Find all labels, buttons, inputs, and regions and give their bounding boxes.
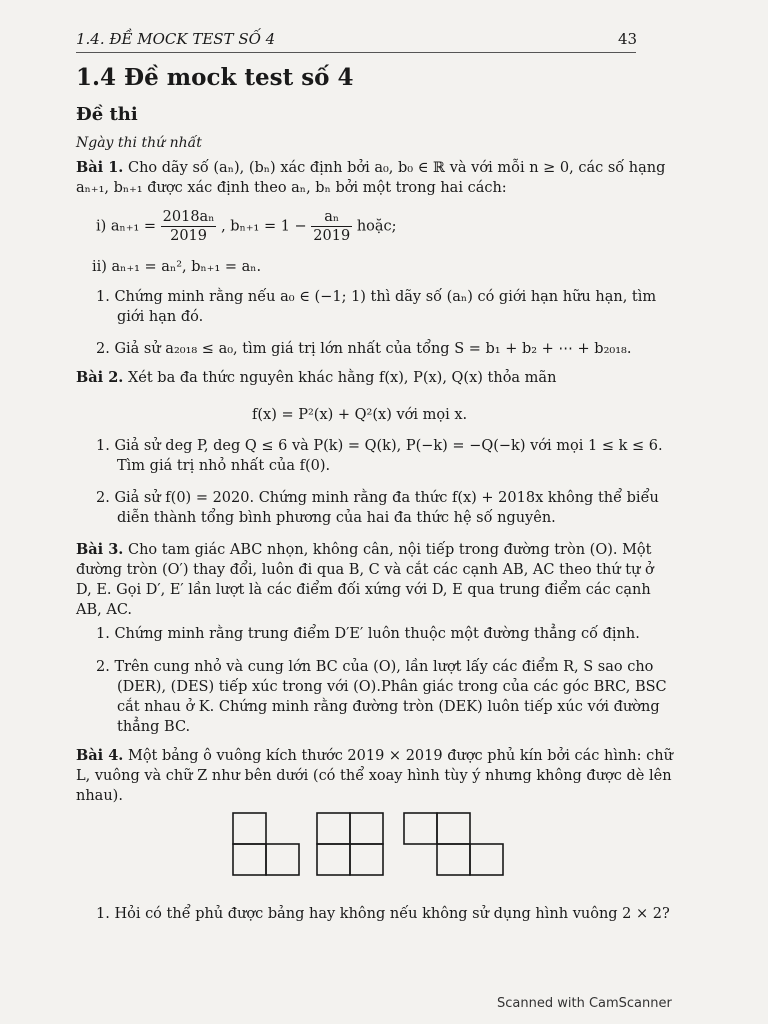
fraction-numerator: 2018aₙ xyxy=(162,209,215,225)
problem-3-question-2-line3: cắt nhau ở K. Chứng minh rằng đường tròn (DEK) luôn tiếp xúc với đường xyxy=(117,699,660,715)
problem-1-label: Bài 1. xyxy=(76,159,124,176)
problem-1-question-1-line2: giới hạn đó. xyxy=(117,309,204,325)
problem-3-line4: AB, AC. xyxy=(76,602,133,618)
problem-1-case-ii: ii) aₙ₊₁ = aₙ², bₙ₊₁ = aₙ. xyxy=(92,259,262,275)
problem-4-question-1: 1. Hỏi có thể phủ được bảng hay không nếu không sử dụng hình vuông 2 × 2? xyxy=(96,906,670,922)
problem-3-question-2-line1: 2. Trên cung nhỏ và cung lớn BC của (O), lần lượt lấy các điểm R, S sao cho xyxy=(96,659,654,675)
problem-3-question-2-line2: (DER), (DES) tiếp xúc trong với (O).Phân giác trong của các góc BRC, BSC xyxy=(117,679,667,695)
running-header: 1.4. ĐỀ MOCK TEST SỐ 4 xyxy=(76,30,276,48)
problem-3-question-2-line4: thẳng BC. xyxy=(117,719,191,735)
problem-1-case-i xyxy=(96,208,397,245)
problem-2-label: Bài 2. xyxy=(76,369,124,386)
fraction-denominator: 2019 xyxy=(170,228,208,244)
case-i-prefix: i) aₙ₊₁ = xyxy=(96,218,157,235)
problem-3-line3: D, E. Gọi D′, E′ lần lượt là các điểm đối xứng với D, E qua trung điểm các cạnh xyxy=(76,582,651,598)
tile-shapes-figure xyxy=(232,812,504,876)
problem-3-intro xyxy=(76,540,651,560)
problem-3-label: Bài 3. xyxy=(76,541,124,558)
l-tromino-shape xyxy=(233,813,299,875)
day-label: Ngày thi thứ nhất xyxy=(76,135,202,151)
problem-2-intro xyxy=(76,368,556,388)
problem-2-equation: f(x) = P²(x) + Q²(x) với mọi x. xyxy=(252,407,468,423)
problem-1-line1: Cho dãy số (aₙ), (bₙ) xác định bởi a₀, b₀ ∈ ℝ và với mỗi n ≥ 0, các số hạng xyxy=(127,160,666,176)
problem-3-question-1: 1. Chứng minh rằng trung điểm D′E′ luôn thuộc một đường thẳng cố định. xyxy=(96,626,640,642)
problem-4-line1: Một bảng ô vuông kích thước 2019 × 2019 được phủ kín bởi các hình: chữ xyxy=(127,748,673,764)
section-title: 1.4 Đề mock test số 4 xyxy=(76,64,354,91)
problem-2-question-2-line2: diễn thành tổng bình phương của hai đa thức hệ số nguyên. xyxy=(117,510,556,526)
problem-4-line2: L, vuông và chữ Z như bên dưới (có thể xoay hình tùy ý nhưng không được dè lên xyxy=(76,768,672,784)
problem-2-question-1-line1: 1. Giả sử deg P, deg Q ≤ 6 và P(k) = Q(k), P(−k) = −Q(−k) với mọi 1 ≤ k ≤ 6. xyxy=(96,438,663,454)
fraction-numerator: aₙ xyxy=(311,208,352,227)
fraction-denominator: 2019 xyxy=(313,228,351,244)
scanner-watermark: Scanned with CamScanner xyxy=(497,996,672,1011)
case-i-fraction-2 xyxy=(311,208,352,245)
problem-3-line2: đường tròn (O′) thay đổi, luôn đi qua B, C và cắt các cạnh AB, AC theo thứ tự ở xyxy=(76,562,654,578)
problem-3-line1: Cho tam giác ABC nhọn, không cân, nội tiếp trong đường tròn (O). Một xyxy=(127,542,652,558)
problem-2-question-2-line1: 2. Giả sử f(0) = 2020. Chứng minh rằng đa thức f(x) + 2018x không thể biểu xyxy=(96,490,659,506)
problem-4-intro xyxy=(76,746,673,766)
z-tile-shape xyxy=(404,813,503,875)
problem-1-line2: aₙ₊₁, bₙ₊₁ được xác định theo aₙ, bₙ bởi một trong hai cách: xyxy=(76,180,507,196)
problem-1-question-1-line1: 1. Chứng minh rằng nếu a₀ ∈ (−1; 1) thì dãy số (aₙ) có giới hạn hữu hạn, tìm xyxy=(96,289,657,305)
problem-4-label: Bài 4. xyxy=(76,747,124,764)
problem-2-question-1-line2: Tìm giá trị nhỏ nhất của f(0). xyxy=(117,458,331,474)
header-rule xyxy=(76,52,636,53)
problem-4-line3: nhau). xyxy=(76,788,123,804)
problem-2-line1: Xét ba đa thức nguyên khác hằng f(x), P(x), Q(x) thỏa mãn xyxy=(127,370,557,386)
subsection-title: Đề thi xyxy=(76,104,138,125)
case-i-fraction-1 xyxy=(161,208,217,245)
case-i-mid: , bₙ₊₁ = 1 − xyxy=(221,218,307,235)
case-i-suffix: hoặc; xyxy=(356,218,397,235)
page-number: 43 xyxy=(618,30,638,48)
problem-1-question-2: 2. Giả sử a₂₀₁₈ ≤ a₀, tìm giá trị lớn nhất của tổng S = b₁ + b₂ + ⋯ + b₂₀₁₈. xyxy=(96,341,632,357)
square-tile-shape xyxy=(317,813,383,875)
problem-1-intro xyxy=(76,158,665,178)
